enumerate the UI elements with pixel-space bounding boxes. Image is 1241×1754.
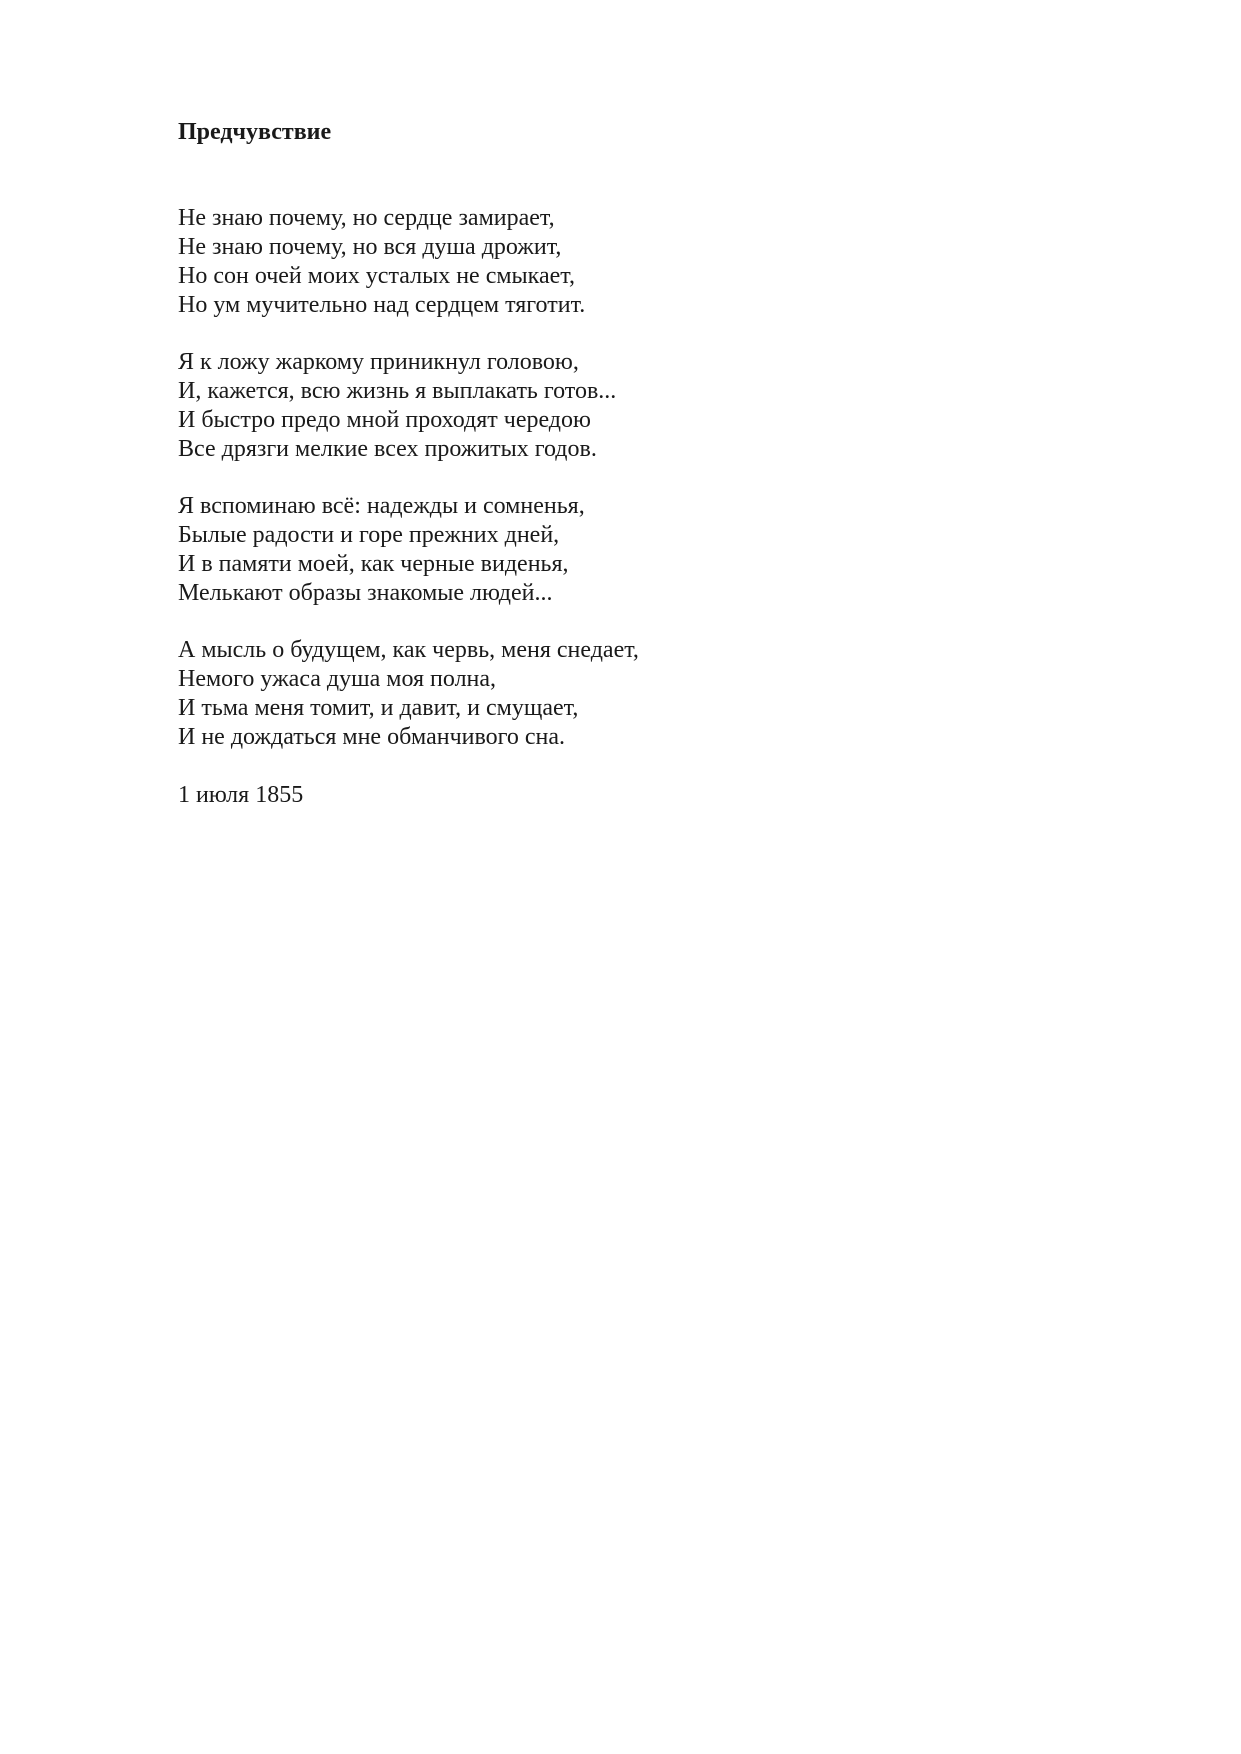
poem-date: 1 июля 1855 bbox=[178, 782, 304, 808]
stanza-4 bbox=[178, 636, 639, 752]
poem-line: Но ум мучительно над сердцем тяготит. bbox=[178, 292, 586, 318]
poem-title: Предчувствие bbox=[178, 119, 332, 145]
poem-line: А мысль о будущем, как червь, меня снедает, bbox=[178, 637, 639, 663]
poem-line: И тьма меня томит, и давит, и смущает, bbox=[178, 695, 579, 721]
poem-line: И быстро предо мной проходят чередою bbox=[178, 407, 591, 433]
stanza-3 bbox=[178, 492, 585, 608]
poem-line: Я вспоминаю всё: надежды и сомненья, bbox=[178, 493, 585, 519]
poem-line: И не дождаться мне обманчивого сна. bbox=[178, 724, 566, 750]
poem-line: Мелькают образы знакомые людей... bbox=[178, 580, 553, 606]
poem-line: И в памяти моей, как черные виденья, bbox=[178, 551, 569, 577]
poem-line: Не знаю почему, но вся душа дрожит, bbox=[178, 234, 562, 260]
poem-line: Но сон очей моих усталых не смыкает, bbox=[178, 263, 575, 289]
poem-line: Все дрязги мелкие всех прожитых годов. bbox=[178, 436, 597, 462]
poem-line: Я к ложу жаркому приникнул головою, bbox=[178, 349, 579, 375]
stanza-2 bbox=[178, 348, 616, 464]
poem-line: И, кажется, всю жизнь я выплакать готов... bbox=[178, 378, 617, 404]
poem-line: Не знаю почему, но сердце замирает, bbox=[178, 205, 555, 231]
stanza-1 bbox=[178, 204, 585, 320]
poem-line: Былые радости и горе прежних дней, bbox=[178, 522, 560, 548]
poem-line: Немого ужаса душа моя полна, bbox=[178, 666, 497, 692]
